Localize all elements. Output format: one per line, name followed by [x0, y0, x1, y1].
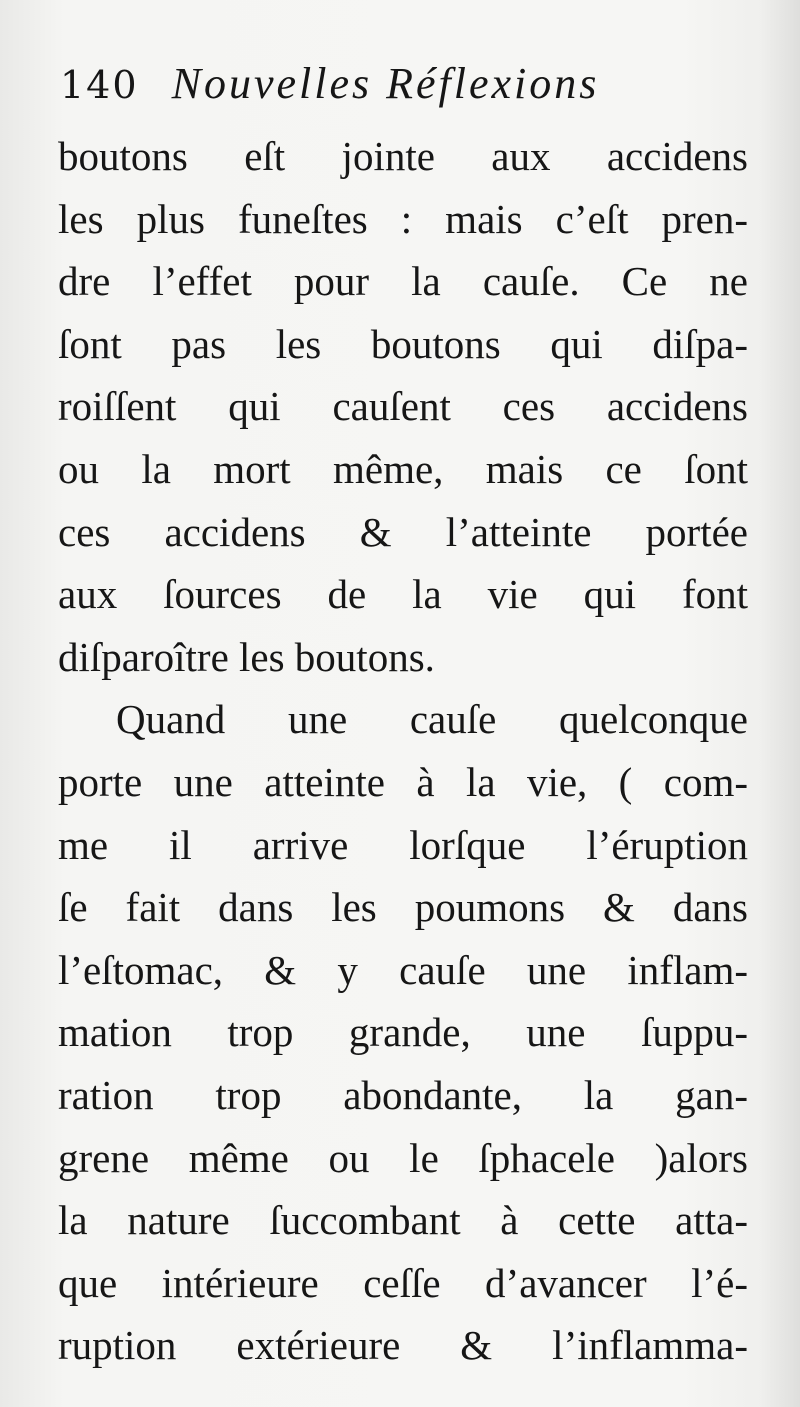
text-line: Quand une cauſe quelconque: [116, 696, 748, 743]
body-text: [58, 125, 748, 1377]
paragraph: [58, 688, 748, 1377]
text-line: ration trop abondante, la gan-: [58, 1071, 748, 1118]
page-number: 140: [60, 63, 139, 107]
text-line: mation trop grande, une ſuppu-: [58, 1009, 748, 1056]
page-edge-shadow: [760, 0, 800, 1407]
text-line: grene même ou le ſphacele )alors: [58, 1134, 748, 1181]
text-line: roiſſent qui cauſent ces accidens: [58, 383, 748, 430]
text-line: aux ſources de la vie qui font: [58, 571, 748, 618]
text-line: les plus funeſtes : mais c’eſt pren-: [58, 195, 748, 242]
running-title: Nouvelles Réflexions: [171, 59, 600, 108]
text-line: que intérieure ceſſe d’avancer l’é-: [58, 1259, 748, 1306]
text-line: diſparoître les boutons.: [58, 633, 435, 680]
text-line: ſe fait dans les poumons & dans: [58, 884, 748, 931]
text-line: l’eſtomac, & y cauſe une inflam-: [58, 946, 748, 993]
text-line: me il arrive lorſque l’éruption: [58, 821, 748, 868]
running-head: [60, 58, 760, 118]
text-line: ou la mort même, mais ce ſont: [58, 445, 748, 492]
paragraph: [58, 125, 748, 688]
text-line: boutons eſt jointe aux accidens: [58, 133, 748, 179]
text-line: porte une atteinte à la vie, ( com-: [58, 758, 748, 805]
text-line: la nature ſuccombant à cette atta-: [58, 1197, 748, 1244]
text-line: ces accidens & l’atteinte portée: [58, 508, 748, 555]
text-line: dre l’effet pour la cauſe. Ce ne: [58, 258, 748, 305]
text-line: ſont pas les boutons qui diſpa-: [58, 320, 748, 367]
text-line: ruption extérieure & l’inflamma-: [58, 1322, 748, 1369]
